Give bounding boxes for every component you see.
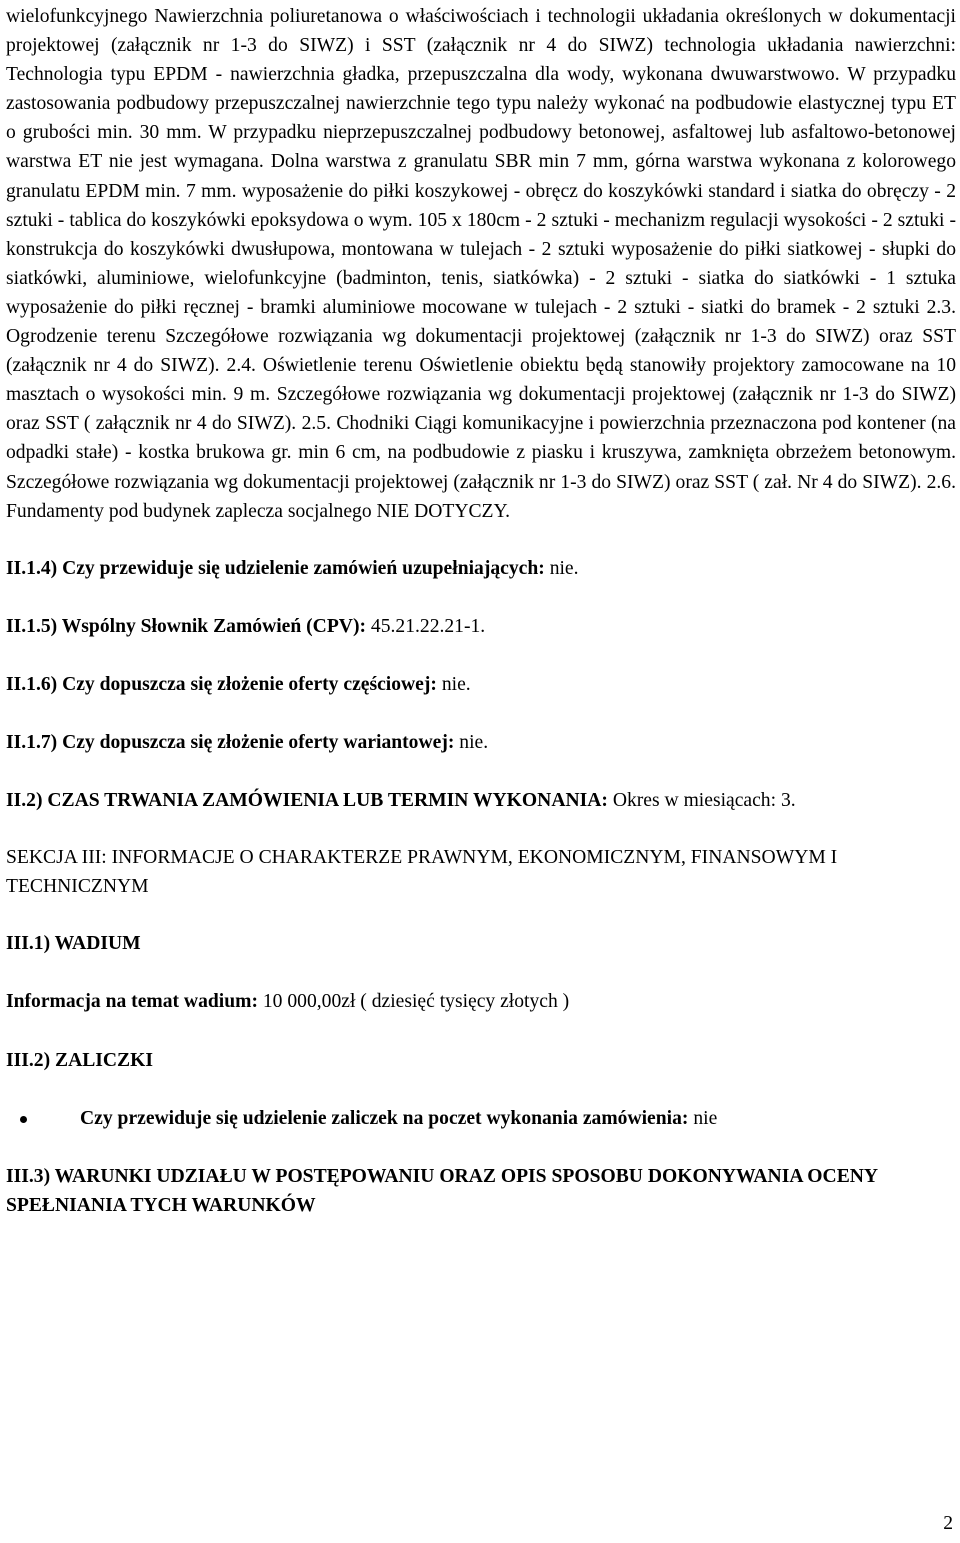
field-value: Okres w miesiącach: 3. (612, 790, 796, 812)
field-value: nie. (441, 673, 471, 695)
body-paragraph: wielofunkcyjnego Nawierzchnia poliuretanowa o właściwościach i technologii układania określonych w dokumentacji projektowej (załącznik nr 1-3 do SIWZ) i SST (załącznik nr 4 do SIWZ) technologia układania nawierzchni: Technologia typu EPDM - nawierzchnia gładka, przepuszczalna dla wody, wykonana dwuwarstwowo. W przypadku zastosowania podbudowy przepuszczalnej nawierzchnie tego typu należy wykonać na podbudowie elastycznej typu ET o grubości min. 30 mm. W przypadku nieprzepuszczalnej podbudowy betonowej, asfaltowej lub asfaltowo-betonowej warstwa ET nie jest wymagana. Dolna warstwa z granulatu SBR min 7 mm, górna warstwa wykonana z kolorowego granulatu EPDM min. 7 mm. wyposażenie do piłki koszykowej - obręcz do koszykówki standard i siatka do obręczy - 2 sztuki - tablica do koszykówki epoksydowa o wym. 105 x 180cm - 2 sztuki - mechanizm regulacji wysokości - 2 sztuki - konstrukcja do koszykówki dwusłupowa, montowana w tulejach - 2 sztuki wyposażenie do piłki siatkowej - słupki do siatkówki, aluminiowe, wielofunkcyjne (badminton, tenis, siatkówka) - 2 sztuki - siatka do siatkówki - 1 sztuka wyposażenie do piłki ręcznej - bramki aluminiowe mocowane w tulejach - 2 sztuki - siatki do bramek - 2 sztuki 2.3. Ogrodzenie terenu Szczegółowe rozwiązania wg dokumentacji projektowej (załącznik nr 1-3 do SIWZ) oraz SST (załącznik nr 4 do SIWZ). 2.4. Oświetlenie terenu Oświetlenie obiektu będą stanowiły projektory zamocowane na 10 masztach o wysokości min. 9 m. Szczegółowe rozwiązania wg dokumentacji projektowej (załącznik nr 1-3 do SIWZ) oraz SST ( załącznik nr 4 do SIWZ). 2.5. Chodniki Ciągi komunikacyjne i powierzchnia przeznaczona pod kontener (na odpadki stałe) - kostka brukowa gr. min 6 cm, na podbudowie z piasku i kruszywa, zamknięta obrzeżem betonowym. Szczegółowe rozwiązania wg dokumentacji projektowej (załącznik nr 1-3 do SIWZ) oraz SST ( zał. Nr 4 do SIWZ). 2.6. Fundamenty pod budynek zaplecza socjalnego NIE DOTYCZY. (6, 6, 956, 522)
wadium-label: Informacja na temat wadium: (6, 991, 258, 1013)
field-label: II.1.6) Czy dopuszcza się złożenie oferty częściowej: (6, 673, 437, 695)
bullet-icon (20, 1116, 27, 1123)
zaliczki-list (6, 1104, 956, 1133)
field-value: nie. (549, 557, 579, 579)
field-label: II.2) CZAS TRWANIA ZAMÓWIENIA LUB TERMIN WYKONANIA: (6, 790, 608, 812)
field-ii-1-5-cpv (6, 612, 956, 641)
zaliczki-label: Czy przewiduje się udzielenie zaliczek na poczet wykonania zamówienia: (80, 1107, 689, 1129)
section-iii-heading: SEKCJA III: INFORMACJE O CHARAKTERZE PRAWNYM, EKONOMICZNYM, FINANSOWYM I TECHNICZNYM (6, 847, 838, 898)
zaliczki-heading: III.2) ZALICZKI (6, 1049, 153, 1071)
wadium-info (6, 987, 956, 1016)
field-ii-1-4 (6, 554, 956, 583)
wadium-heading: III.1) WADIUM (6, 933, 141, 955)
field-label: II.1.4) Czy przewiduje się udzielenie zamówień uzupełniających: (6, 557, 545, 579)
wadium-value: 10 000,00zł ( dziesięć tysięcy złotych ) (262, 991, 570, 1013)
field-label: II.1.5) Wspólny Słownik Zamówień (CPV): (6, 615, 366, 637)
field-ii-1-6 (6, 670, 956, 699)
document-page (6, 2, 956, 1220)
field-ii-1-7 (6, 728, 956, 757)
zaliczki-value: nie (693, 1107, 718, 1129)
field-value: nie. (459, 731, 489, 753)
page-number: 2 (943, 1513, 953, 1534)
field-label: II.1.7) Czy dopuszcza się złożenie oferty wariantowej: (6, 731, 455, 753)
field-value: 45.21.22.21-1. (370, 615, 486, 637)
field-ii-2-duration (6, 786, 956, 815)
list-item (6, 1104, 956, 1133)
warunki-heading: III.3) WARUNKI UDZIAŁU W POSTĘPOWANIU ORAZ OPIS SPOSOBU DOKONYWANIA OCENY SPEŁNIANIA TYCH WARUNKÓW (6, 1165, 878, 1216)
